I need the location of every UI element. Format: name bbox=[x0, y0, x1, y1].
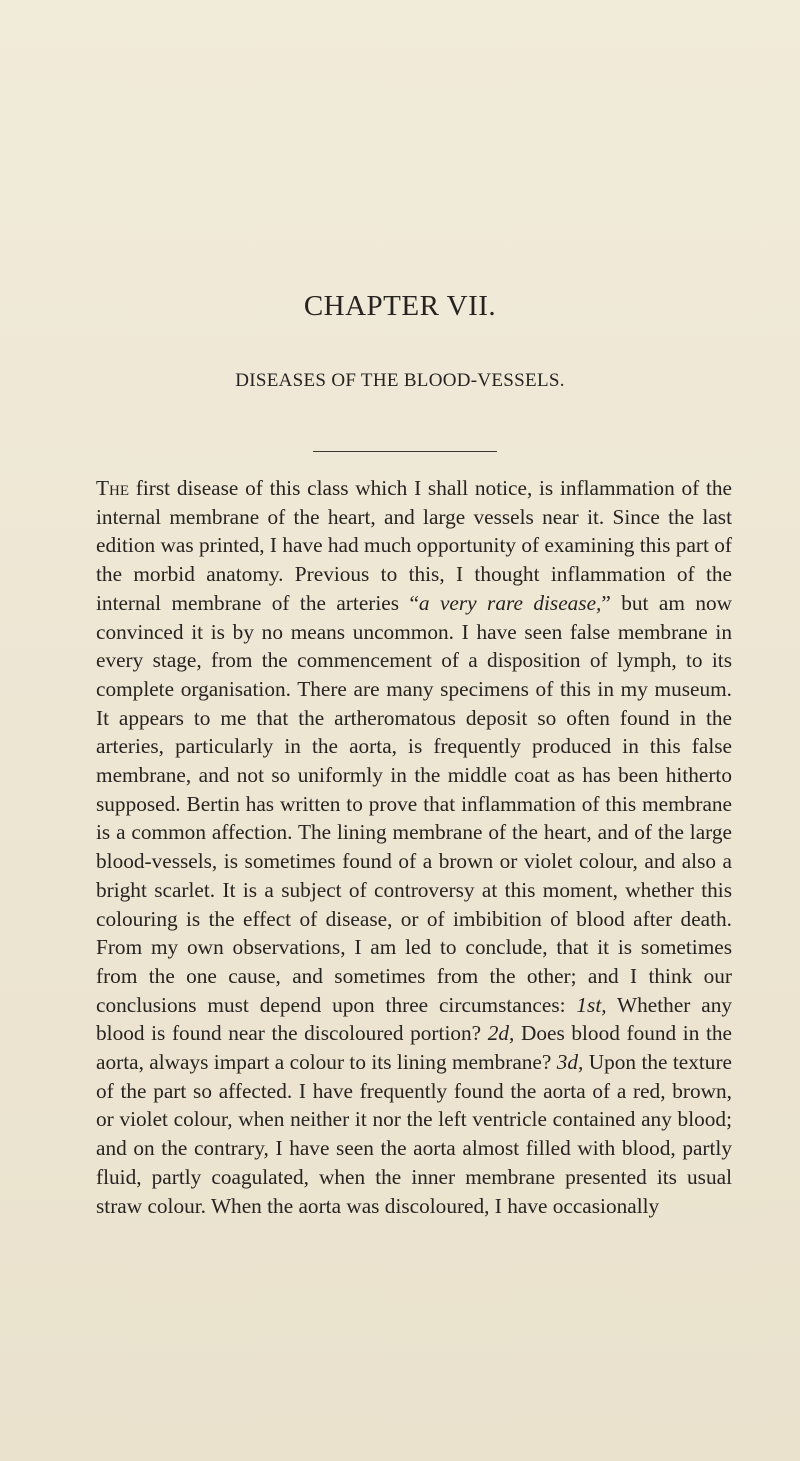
italic-ordinal-second: 2d, bbox=[487, 1021, 515, 1046]
body-paragraph bbox=[96, 474, 732, 1220]
section-title: DISEASES OF THE BLOOD-VESSELS. bbox=[235, 370, 565, 391]
opening-word: The bbox=[96, 476, 130, 500]
chapter-title: CHAPTER VII. bbox=[303, 290, 497, 322]
section-divider bbox=[313, 451, 497, 452]
italic-ordinal-first: 1st, bbox=[576, 992, 607, 1017]
text-run: ” but am now convinced it is by no means uncommon. I have seen false membrane in every stage, from the commencement of a disposition of lymph, to its complete organisation. There are many specimens of this in my museum. It appears to me that the artheromatous deposit so often found in the arteries, particularly in the aorta, is frequently produced in this false membrane, and not so uniformly in the middle coat as has been hitherto supposed. Bertin has written to prove that inflammation of this membrane is a common affection. The lining membrane of the heart, and of the large blood-vessels, is sometimes found of a brown or violet colour, and also a bright scarlet. It is a subject of controversy at this moment, whether this colouring is the effect of disease, or of imbibition of blood after death. From my own observations, I am led to conclude, that it is sometimes from the one cause, and sometimes from the other; and I think our conclusions must depend upon three circumstances: bbox=[96, 590, 732, 1017]
italic-ordinal-third: 3d, bbox=[556, 1050, 584, 1075]
italic-quote: a very rare disease, bbox=[418, 590, 602, 615]
text-run: Does blood found in the aorta, always impart a colour to its lining membrane? bbox=[96, 1021, 733, 1075]
text-run: first disease of this class which I shall notice, is inflammation of the internal membrane of the heart, and large vessels near it. Since the last edition was printed, I have had much opportunity of examining this part of the morbid anatomy. Previous to this, I thought inflammation of the internal membrane of the arteries “ bbox=[96, 476, 732, 615]
text-run: Whether any blood is found near the discoloured portion? bbox=[96, 992, 732, 1046]
text-run: Upon the texture of the part so affected. I have frequently found the aorta of a red, brown, or violet colour, when neither it nor the left ventricle contained any blood; and on the contrary, I have seen the aorta almost filled with blood, partly fluid, partly coagulated, when the inner membrane presented its usual straw colour. When the aorta was discoloured, I have occasionally bbox=[96, 1050, 732, 1218]
